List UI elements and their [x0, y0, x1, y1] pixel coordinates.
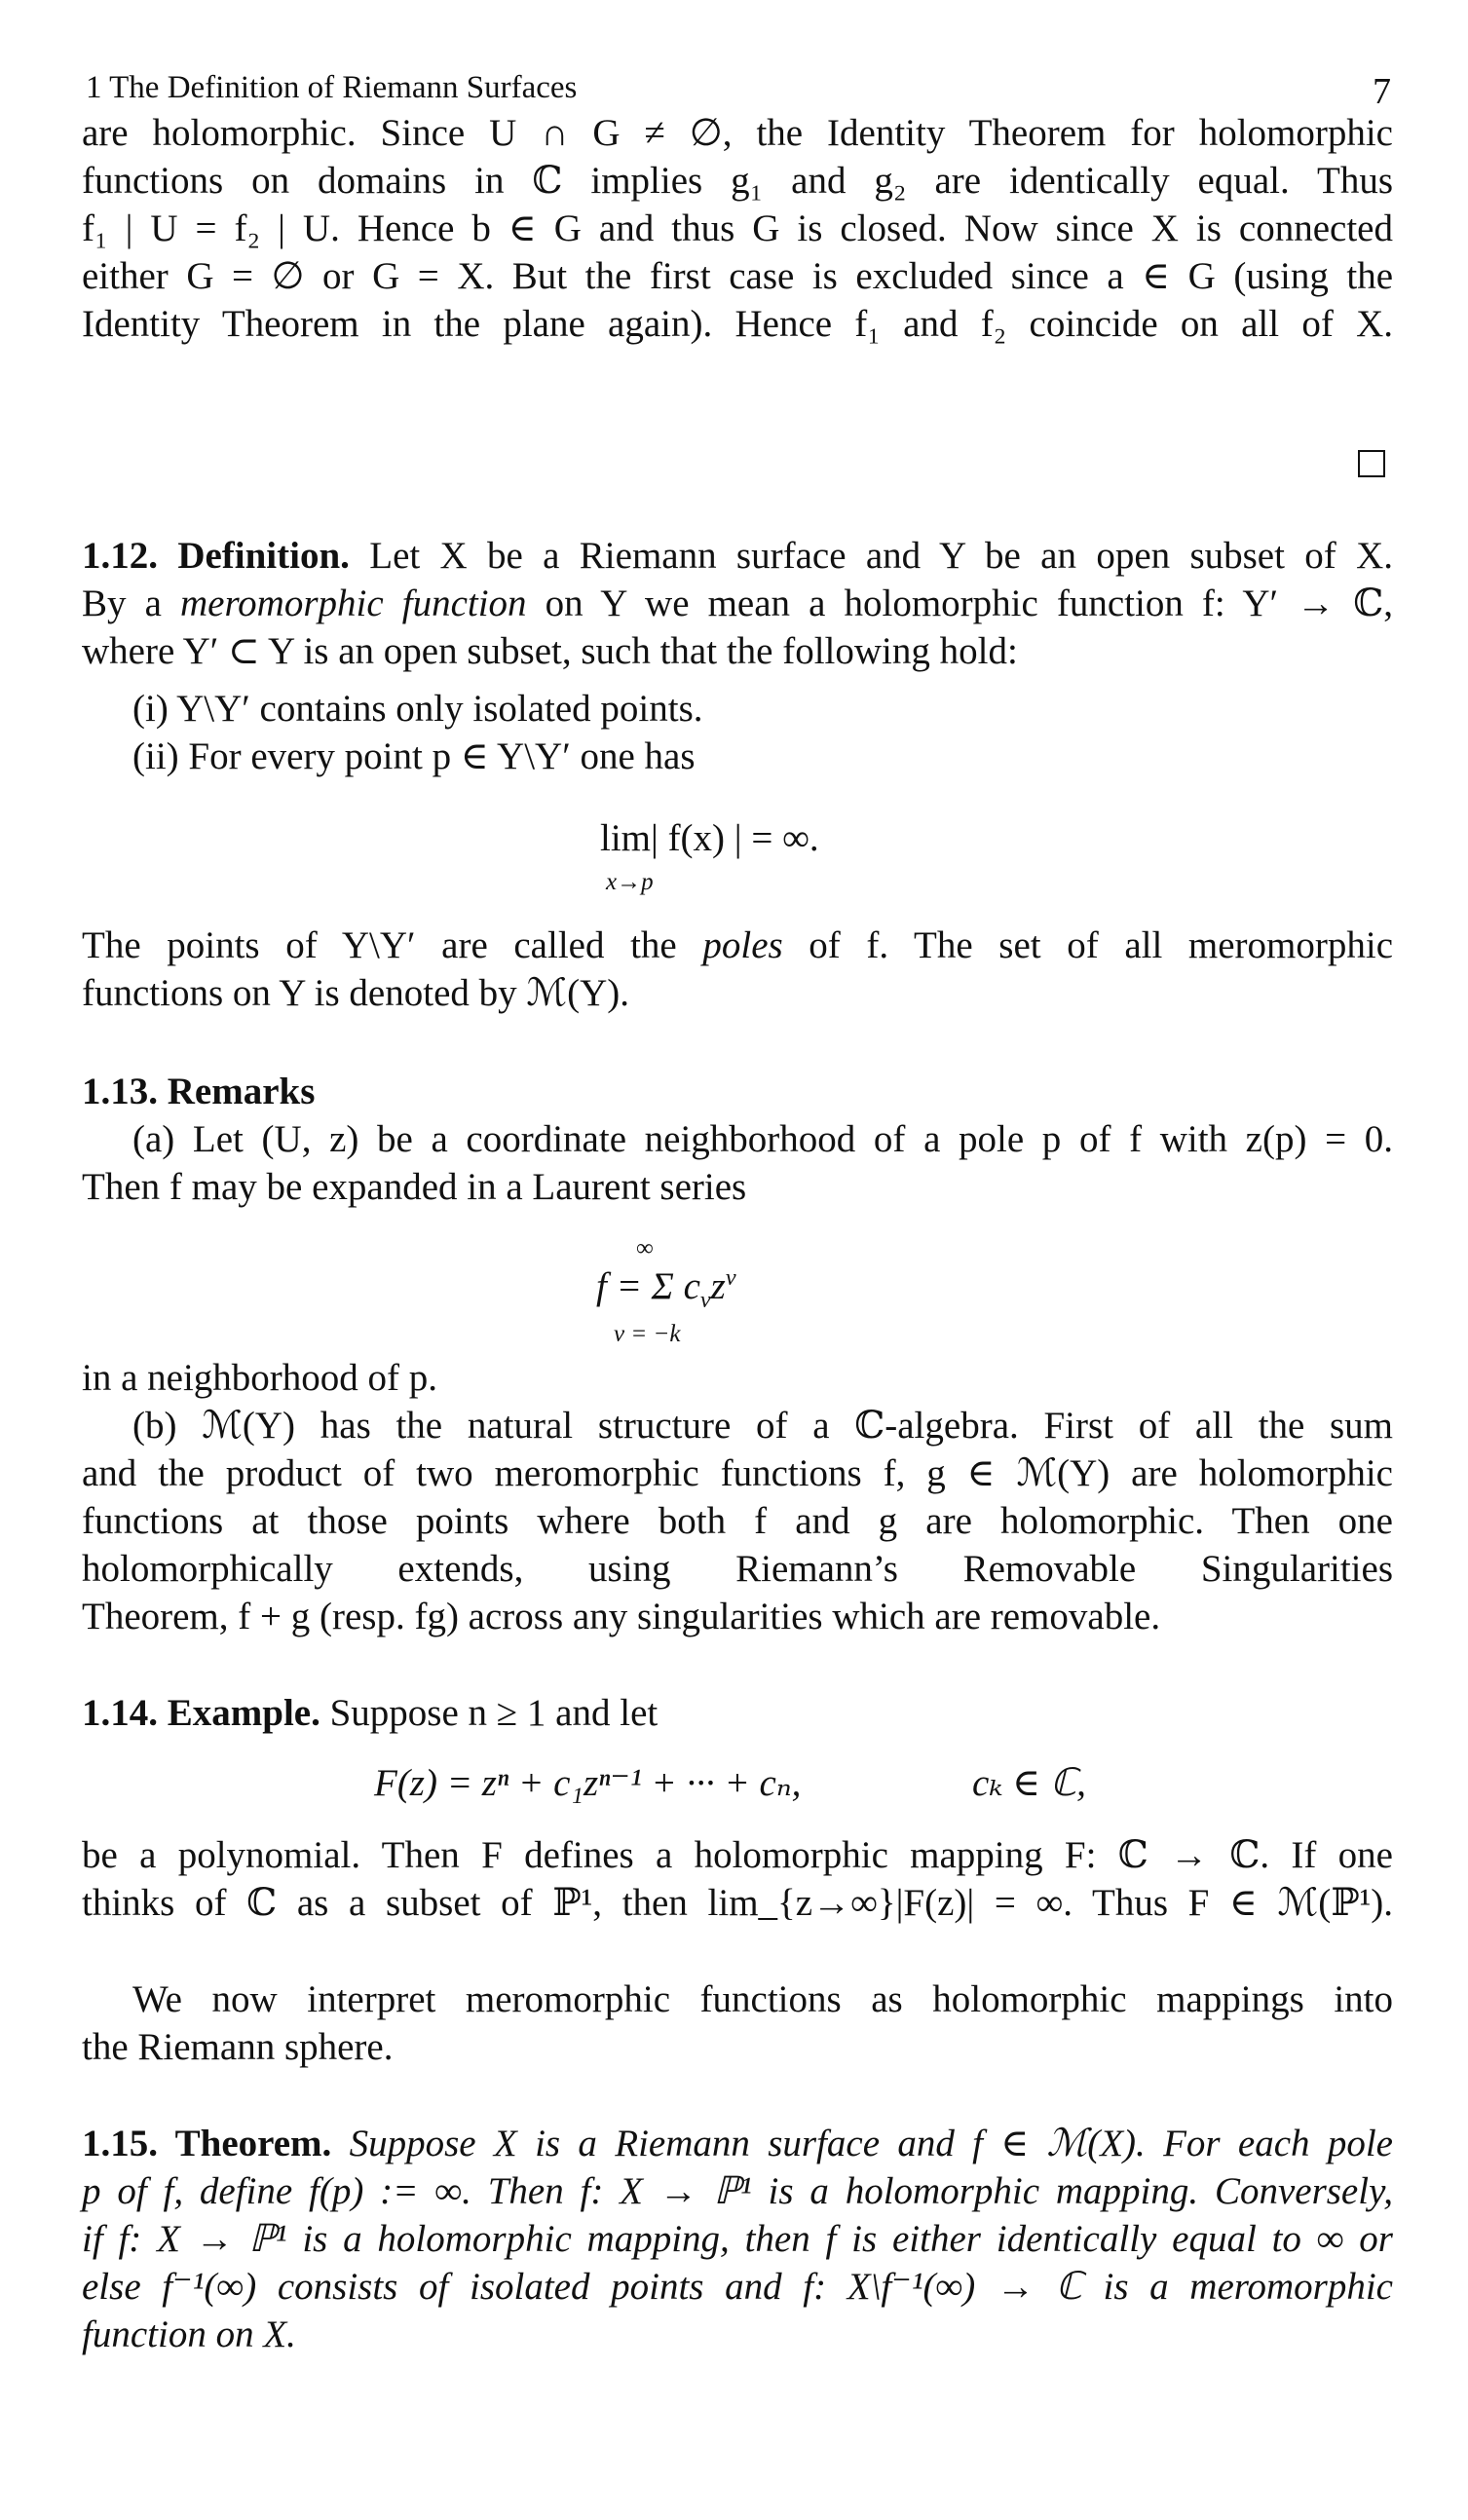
coefficient-condition: cₖ ∈ ℂ, — [972, 1762, 1086, 1804]
text-line: functions on domains in ℂ implies g₁ and g₂ are identically equal. Thus — [82, 160, 1393, 202]
text-line: the Riemann sphere. — [82, 2026, 394, 2068]
definition-line-2 — [82, 580, 1393, 627]
poles-text: The points of Y\Y′ are called the — [82, 924, 703, 966]
theorem-text: Suppose X is a Riemann surface and f ∈ ℳ(X). For each pole — [349, 2123, 1393, 2164]
theorem-line-1 — [82, 2120, 1393, 2167]
proof-end-paragraph — [82, 109, 1393, 348]
text-line: and the product of two meromorphic functions f, g ∈ ℳ(Y) are holomorphic — [82, 1452, 1393, 1494]
definition-line-1 — [82, 532, 1393, 580]
definition-1-12 — [82, 532, 1393, 780]
definition-text: By a — [82, 583, 180, 624]
limit-subscript: x→p — [606, 869, 654, 895]
text-line: holomorphically extends, using Riemann’s Removable Singularities — [82, 1548, 1393, 1590]
qed-square-icon — [1358, 450, 1385, 477]
limit-formula: lim| f(x) | = ∞. — [600, 817, 819, 859]
laurent-series-formula — [596, 1264, 736, 1313]
page-number: 7 — [1373, 71, 1391, 112]
text-line: Identity Theorem in the plane again). Hence f₁ and f₂ coincide on all of X. — [82, 303, 1393, 345]
theorem-heading: 1.15. Theorem. — [82, 2123, 332, 2164]
definition-text: Let X be a Riemann surface and Y be an open subset of X. — [369, 535, 1393, 577]
example-text: Suppose n ≥ 1 and let — [329, 1692, 659, 1734]
condition-item-i: (i) Y\Y′ contains only isolated points. — [132, 688, 703, 730]
series-subscript: ν — [699, 1286, 711, 1313]
theorem-line-2: p of f, define f(p) := ∞. Then f: X → ℙ¹ is a holomorphic mapping. Conversely, — [82, 2170, 1393, 2212]
series-variable: z — [710, 1265, 726, 1307]
poles-paragraph — [82, 921, 1393, 1017]
text-line: be a polynomial. Then F defines a holomorphic mapping F: ℂ → ℂ. If one — [82, 1834, 1393, 1876]
theorem-line-5: function on X. — [82, 2313, 296, 2355]
text-line: Theorem, f + g (resp. fg) across any singularities which are removable. — [82, 1596, 1161, 1637]
text-line: either G = ∅ or G = X. But the first case is excluded since a ∈ G (using the — [82, 255, 1393, 297]
running-head: 1 The Definition of Riemann Surfaces — [86, 70, 578, 105]
poles-text: of f. The set of all meromorphic — [782, 924, 1394, 966]
remark-a-line-3: in a neighborhood of p. — [82, 1357, 438, 1399]
series-text: f = Σ c — [596, 1265, 700, 1307]
polynomial-formula: F(z) = zⁿ + c₁zⁿ⁻¹ + ··· + cₙ, — [374, 1762, 802, 1804]
text-line: (b) ℳ(Y) has the natural structure of a ℂ-algebra. First of all the sum — [132, 1405, 1393, 1447]
series-exponent: ν — [725, 1264, 736, 1291]
text-line: thinks of ℂ as a subset of ℙ¹, then lim_{z→∞}|F(z)| = ∞. Thus F ∈ ℳ(ℙ¹). — [82, 1882, 1393, 1924]
text-line: We now interpret meromorphic functions as holomorphic mappings into — [132, 1978, 1393, 2020]
example-line-1 — [82, 1689, 1393, 1737]
emphasis-meromorphic-function: meromorphic function — [179, 583, 527, 624]
example-heading: 1.14. Example. — [82, 1692, 320, 1734]
theorem-line-3: if f: X → ℙ¹ is a holomorphic mapping, then f is either identically equal to ∞ or — [82, 2218, 1393, 2260]
remarks-1-13 — [82, 1068, 1393, 1211]
condition-item-ii: (ii) For every point p ∈ Y\Y′ one has — [132, 735, 696, 777]
remark-a-line-2: Then f may be expanded in a Laurent series — [82, 1166, 747, 1208]
text-line: functions at those points where both f and g are holomorphic. Then one — [82, 1500, 1393, 1542]
remarks-heading: 1.13. Remarks — [82, 1071, 316, 1112]
emphasis-poles: poles — [702, 924, 783, 966]
example-body — [82, 1831, 1393, 1927]
sum-lower-limit: ν = −k — [614, 1321, 681, 1347]
interpretation-paragraph — [82, 1975, 1393, 2071]
text-line: f₁ | U = f₂ | U. Hence b ∈ G and thus G is closed. Now since X is connected — [82, 207, 1393, 249]
definition-line-3: where Y′ ⊂ Y is an open subset, such that the following hold: — [82, 630, 1018, 672]
example-1-14 — [82, 1689, 1393, 1737]
remark-b — [82, 1354, 1393, 1640]
text-line: functions on Y is denoted by ℳ(Y). — [82, 972, 629, 1014]
theorem-1-15 — [82, 2120, 1393, 2358]
definition-text: on Y we mean a holomorphic function f: Y′ → ℂ, — [526, 583, 1393, 624]
text-line: are holomorphic. Since U ∩ G ≠ ∅, the Identity Theorem for holomorphic — [82, 112, 1393, 154]
definition-heading: 1.12. Definition. — [82, 535, 350, 577]
sum-upper-limit: ∞ — [636, 1235, 654, 1261]
text-line — [82, 921, 1393, 969]
remark-a-line-1: (a) Let (U, z) be a coordinate neighborhood of a pole p of f with z(p) = 0. — [132, 1118, 1393, 1160]
theorem-line-4: else f⁻¹(∞) consists of isolated points and f: X\f⁻¹(∞) → ℂ is a meromorphic — [82, 2266, 1393, 2308]
